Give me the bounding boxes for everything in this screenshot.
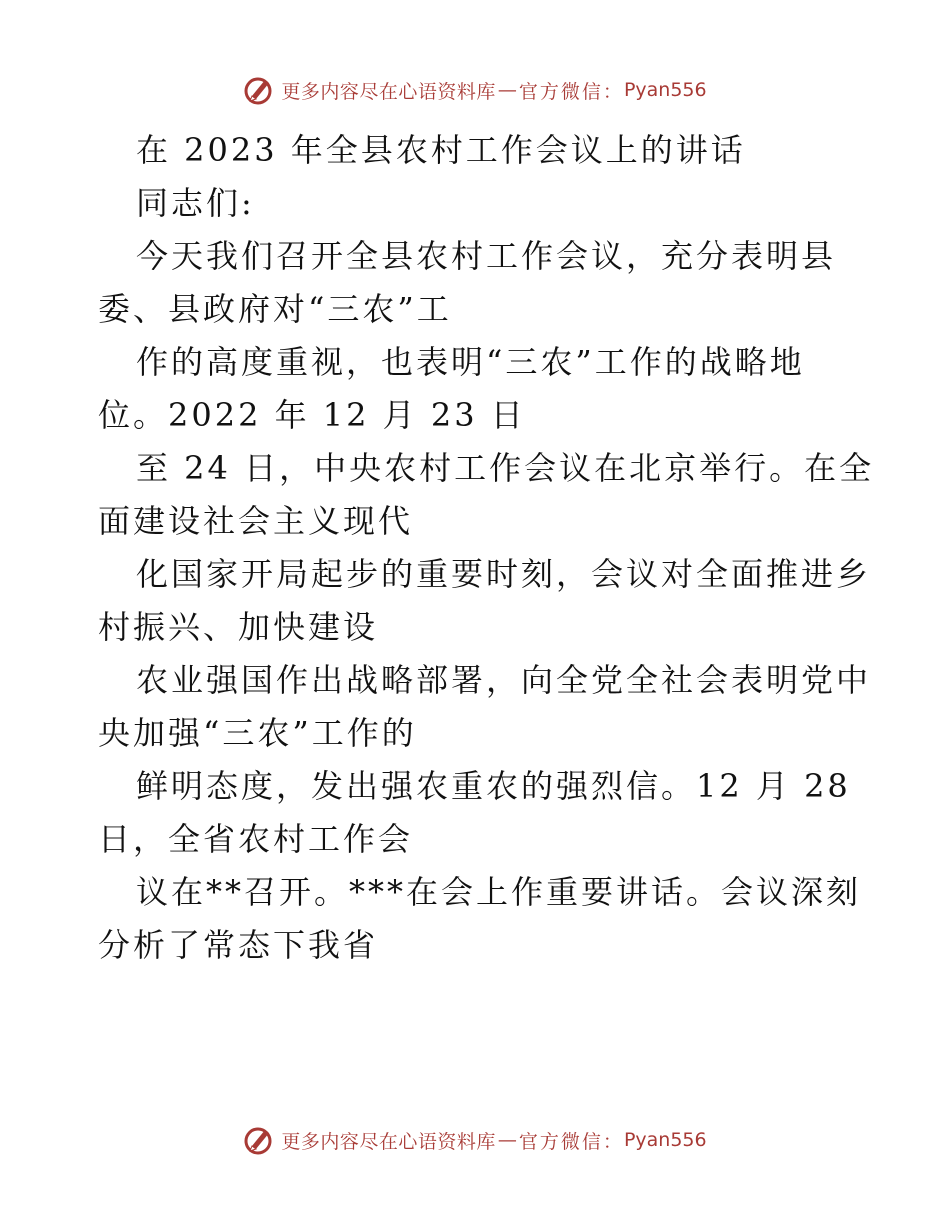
- paragraph-line: 作的高度重视，也表明“三农”工作的战略地: [136, 343, 805, 381]
- paragraph-line: 议在**召开。***在会上作重要讲话。会议深刻: [136, 873, 862, 911]
- document-title: 在 2023 年全县农村工作会议上的讲话: [136, 131, 746, 169]
- paragraph-line: 分析了常态下我省: [98, 926, 379, 964]
- header-watermark: [0, 70, 950, 110]
- pen-circle-logo-icon: [243, 1124, 275, 1156]
- watermark-brand-text: 更多内容尽在心语资料库: [281, 80, 496, 103]
- paragraph-line: 农业强国作出战略部署，向全党全社会表明党中: [136, 661, 872, 699]
- watermark-wechat-id: Pyan556: [623, 79, 707, 101]
- paragraph-line: 日，全省农村工作会: [98, 820, 414, 858]
- paragraph-line: 委、县政府对“三农”工: [98, 290, 452, 328]
- footer-watermark: [0, 1120, 950, 1160]
- watermark-official-label: 官方微信：: [518, 1130, 624, 1153]
- paragraph-line: 至 24 日，中央农村工作会议在北京举行。在全: [136, 449, 875, 487]
- watermark-wechat-id: Pyan556: [623, 1129, 707, 1151]
- pen-circle-logo-icon: [243, 74, 275, 106]
- paragraph-line: 今天我们召开全县农村工作会议，充分表明县: [136, 237, 837, 275]
- paragraph-line: 化国家开局起步的重要时刻，会议对全面推进乡: [136, 555, 872, 593]
- salutation: 同志们:: [136, 184, 255, 222]
- paragraph-line: 央加强“三农”工作的: [98, 714, 417, 752]
- watermark-brand-text: 更多内容尽在心语资料库: [281, 1130, 496, 1153]
- paragraph-line: 鲜明态度，发出强农重农的强烈信。12 月 28: [136, 767, 851, 805]
- paragraph-line: 位。2022 年 12 月 23 日: [98, 396, 526, 434]
- watermark-dash: —: [497, 79, 517, 101]
- watermark-official-label: 官方微信：: [518, 80, 624, 103]
- paragraph-line: 村振兴、加快建设: [98, 608, 379, 646]
- document-body: [98, 124, 875, 972]
- paragraph-line: 面建设社会主义现代: [98, 502, 414, 540]
- watermark-dash: —: [497, 1129, 517, 1151]
